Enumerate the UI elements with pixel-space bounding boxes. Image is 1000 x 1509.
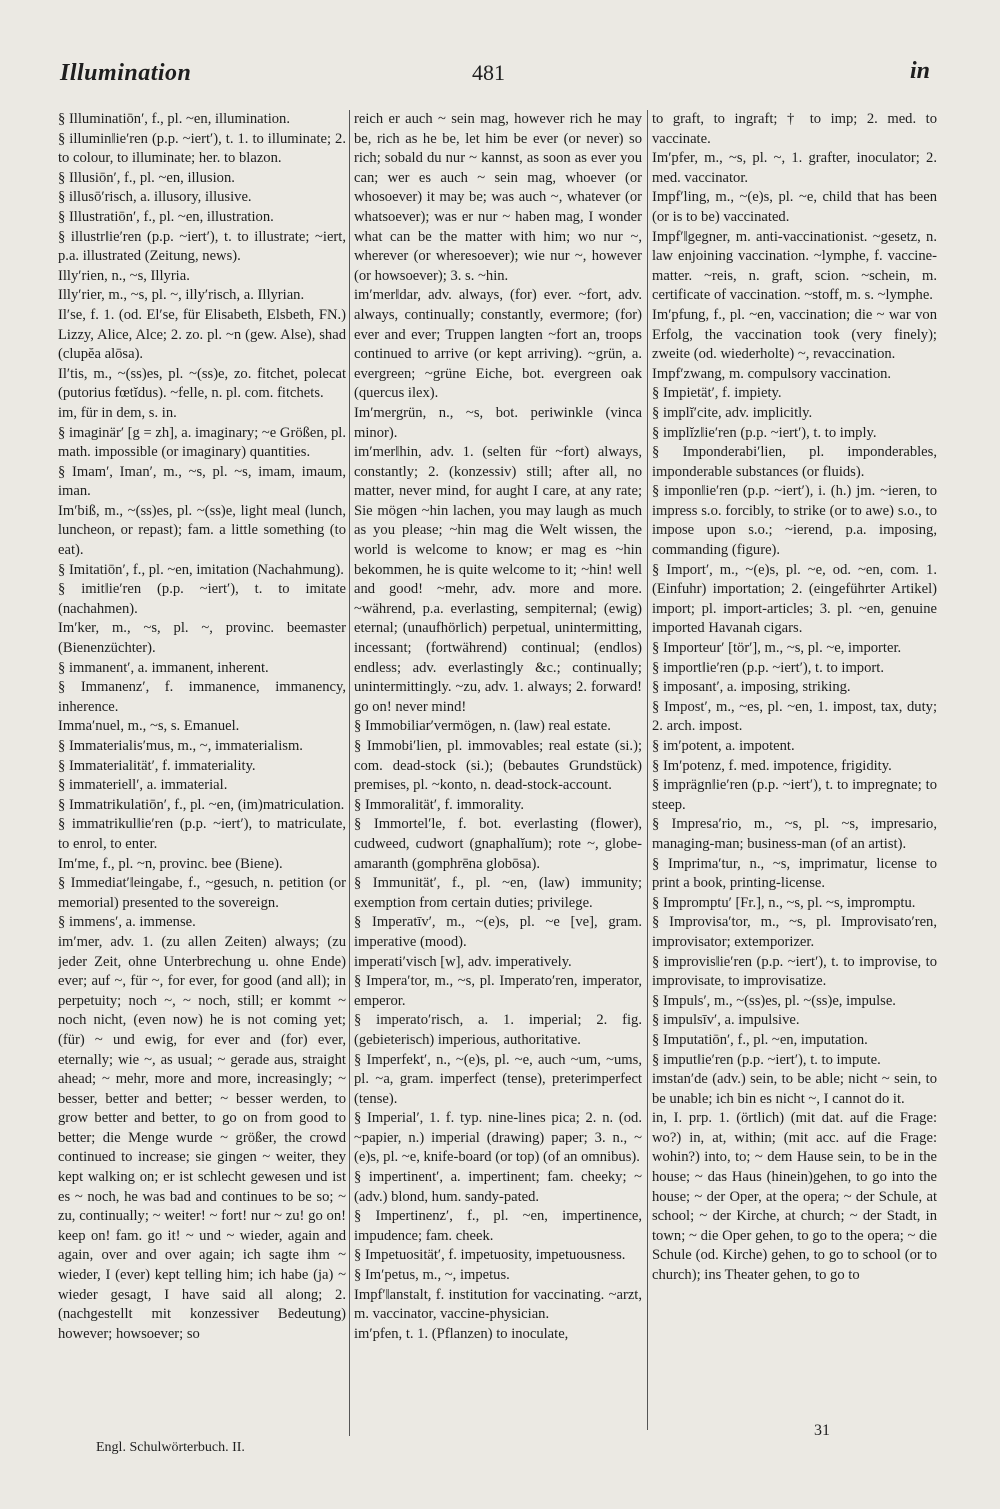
dictionary-entry: § Imperfekt′, n., ~(e)s, pl. ~e, auch ~um, ~ums, pl. ~a, gram. imperfect (tense), preterimperfect (tense). — [354, 1051, 642, 1107]
dictionary-entry: Illy′rien, n., ~s, Illyria. — [58, 267, 190, 284]
dictionary-entry: § Impuls′, m., ~(ss)es, pl. ~(ss)e, impulse. — [652, 992, 896, 1009]
dictionary-entry: § Immunität′, f., pl. ~en, (law) immunity; exemption from certain duties; privilege. — [354, 875, 642, 911]
dictionary-entry: in, I. prp. 1. (örtlich) (mit dat. auf die Frage: wo?) in, at, within; (mit acc. auf die Frage: wohin?) into, to; ~ dem Hause sein, to be in the house; ~ das Haus (hinein)gehen, to go into the house; ~ der Oper, at the opera; ~ der Schule, at school; ~ der Kirche, at church; ~ der Stadt, in town; ~ die Oper gehen, to go to the opera; ~ die Schule (od. Kirche) gehen, to go to school (or to church); ins Theater gehen, to go to — [652, 1110, 937, 1284]
dictionary-entry: § Impresa′rio, m., ~s, pl. ~s, impresario, managing-man; business-man (of an artist). — [652, 816, 937, 852]
dictionary-entry: § Immediat′‖eingabe, f., ~gesuch, n. petition (or memorial) presented to the sovereign. — [58, 875, 346, 911]
dictionary-entry: § immatrikul‖ie′ren (p.p. ~iert′), to matriculate, to enrol, to enter. — [58, 816, 346, 852]
dictionary-entry: Impf′‖gegner, m. anti-vaccinationist. ~gesetz, n. law enjoining vaccination. ~lymphe, f. vaccine-matter. ~reis, n. graft, scion. ~schein, m. certificate of vaccination. ~stoff, m. s. ~lymphe. — [652, 228, 937, 304]
dictionary-entry: § Immaterialität′, f. immateriality. — [58, 757, 256, 774]
dictionary-entry: § Illusiōn′, f., pl. ~en, illusion. — [58, 169, 235, 186]
footer-signature: Engl. Schulwörterbuch. II. — [96, 1440, 245, 1455]
dictionary-entry: § illumin‖ie′ren (p.p. ~iert′), t. 1. to illuminate; 2. to colour, to illuminate; her. to blazon. — [58, 130, 346, 167]
dictionary-entry: § immens′, a. immense. — [58, 914, 196, 931]
column-left — [58, 110, 346, 1440]
dictionary-entry: § Im′petus, m., ~, impetus. — [354, 1267, 510, 1284]
dictionary-entry: § impertinent′, a. impertinent; fam. cheeky; ~ (adv.) blond, hum. sandy-pated. — [354, 1169, 642, 1205]
dictionary-entry: § immateriell′, a. immaterial. — [58, 777, 228, 794]
dictionary-entry: § imperato′risch, a. 1. imperial; 2. fig. (gebieterisch) imperious, authoritative. — [354, 1012, 642, 1048]
dictionary-entry: § Immobiliar′vermögen, n. (law) real estate. — [354, 718, 611, 735]
dictionary-entry: im′mer‖hin, adv. 1. (selten für ~fort) always, constantly; 2. (konzessiv) still; after all, no matter, never mind, for aught I care, at any rate; Sie mögen ~hin lachen, you may laugh as much as you please; ~hin mag die Welt wissen, the world is welcome to know; er mag es ~hin bekommen, he is quite welcome to it; ~hin! well and good! ~mehr, adv. more and more. ~während, p.a. everlasting, sempiternal; (ewig) eternal; (unaufhörlich) perpetual, unintermitting, incessant; (fortwährend) continual; (endlos) endless; adv. everlastingly &c.; continually; unintermittingly. ~zu, adv. 1. always; 2. forward! go on! never mind! — [354, 444, 642, 715]
dictionary-entry: imstan′de (adv.) sein, to be able; nicht ~ sein, to be unable; ich bin es nicht ~, I cannot do it. — [652, 1071, 937, 1107]
dictionary-entry: Imma′nuel, m., ~s, s. Emanuel. — [58, 718, 240, 735]
column-middle — [354, 110, 642, 1440]
dictionary-entry: § Imam′, Iman′, m., ~s, pl. ~s, imam, imaum, iman. — [58, 463, 346, 500]
dictionary-entry: § illusō′risch, a. illusory, illusive. — [58, 189, 252, 206]
dictionary-entry: § Imperatīv′, m., ~(e)s, pl. ~e [ve], gram. imperative (mood). — [354, 914, 642, 950]
dictionary-entry: § imit‖ie′ren (p.p. ~iert′), t. to imitate (nachahmen). — [58, 581, 346, 617]
dictionary-entry: to graft, to ingraft; † to imp; 2. med. to vaccinate. — [652, 111, 937, 147]
dictionary-entry: § imprägn‖ie′ren (p.p. ~iert′), t. to impregnate; to steep. — [652, 777, 937, 813]
dictionary-entry: § Impertinenz′, f., pl. ~en, impertinence, impudence; fam. cheek. — [354, 1208, 642, 1244]
dictionary-entry: § Illustratiōn′, f., pl. ~en, illustration. — [58, 208, 274, 225]
dictionary-entry: § imput‖ie′ren (p.p. ~iert′), t. to impute. — [652, 1051, 881, 1068]
dictionary-entry: § Imitatiōn′, f., pl. ~en, imitation (Nachahmung). — [58, 561, 344, 578]
dictionary-entry: Im′biß, m., ~(ss)es, pl. ~(ss)e, light meal (lunch, luncheon, or repast); fam. a little something (to eat). — [58, 502, 346, 559]
column-divider — [349, 110, 350, 1436]
dictionary-entry: § Imponderabi′lien, pl. imponderables, imponderable substances (or fluids). — [652, 444, 937, 480]
dictionary-entry: Im′pfer, m., ~s, pl. ~, 1. grafter, inoculator; 2. med. vaccinator. — [652, 150, 937, 186]
dictionary-entry: § imposant′, a. imposing, striking. — [652, 679, 851, 696]
dictionary-entry: § Impost′, m., ~es, pl. ~en, 1. impost, tax, duty; 2. arch. impost. — [652, 698, 937, 735]
dictionary-entry: § Impera′tor, m., ~s, pl. Imperato′ren, imperator, emperor. — [354, 973, 642, 1009]
dictionary-entry: im′mer‖dar, adv. always, (for) ever. ~fort, adv. always, continually; constantly, evermore; (for) ever and ever; Truppen langten ~fort an, troops continued to arrive (or kept arriving). ~grün, a. evergreen; ~grüne Eiche, bot. evergreen oak (quercus ilex). — [354, 287, 642, 402]
running-head-right: in — [910, 58, 931, 84]
dictionary-entry: § impon‖ie′ren (p.p. ~iert′), i. (h.) jm. ~ieren, to impress s.o. forcibly, to strike (or to awe) s.o., to impose upon s.o.; ~ierend, p.a. imposing, commanding (figure). — [652, 483, 937, 559]
dictionary-entry: Impf′‖anstalt, f. institution for vaccinating. ~arzt, m. vaccinator, vaccine-physician. — [354, 1286, 642, 1323]
dictionary-entry: Im′me, f., pl. ~n, provinc. bee (Biene). — [58, 855, 283, 872]
dictionary-entry: im′mer, adv. 1. (zu allen Zeiten) always; (zu jeder Zeit, ohne Unterbrechung u. ohne Ende) ever; auf ~, für ~, for ever, for good (and all); in perpetuity; noch ~, ~ noch, still; er kommt ~ noch nicht, (even now) he is not coming yet; (für) ~ und ewig, for ever and (for) ever, eternally; wie ~, as usual; ~ gerade aus, straight ahead; ~ mehr, more and more, increasingly; ~ besser, better and better; ~ besser werden, to grow better and better, to go on from good to better; die Menge wurde ~ größer, the crowd continued to increase; sie gingen ~ weiter, they kept walking on; er ist schlecht gewesen und ist es ~ noch, he was bad and continues to be so; ~ zu, continually; ~ weiter! ~ fort! nur ~ zu! go on! keep on! fam. go it! ~ und ~ wieder, again and again, over and over again; ich sagte ihm ~ wieder, I (ever) kept telling him; ich habe (ja) ~ wieder gesagt, I have said all along; 2. (nachgestellt mit konzessiver Bedeutung) however; howsoever; so — [58, 933, 346, 1342]
dictionary-entry: im′pfen, t. 1. (Pflanzen) to inoculate, — [354, 1325, 569, 1342]
dictionary-entry: § Immobi′lien, pl. immovables; real estate (si.); com. dead-stock (si.); (bebautes Grundstück) premises, pl. ~konto, n. dead-stock-account. — [354, 738, 642, 794]
dictionary-entry: § Imputatiōn′, f., pl. ~en, imputation. — [652, 1031, 868, 1048]
running-head-left: Illumination — [60, 60, 192, 86]
dictionary-entry: § im′potent, a. impotent. — [652, 738, 795, 754]
dictionary-entry: § Immanenz′, f. immanence, immanency, inherence. — [58, 679, 346, 715]
dictionary-entry: § Immoralität′, f. immorality. — [354, 796, 525, 813]
column-divider — [647, 110, 648, 1430]
dictionary-entry: § imaginär′ [g = zh], a. imaginary; ~e Größen, pl. math. impossible (or imaginary) quantities. — [58, 424, 346, 461]
dictionary-entry: § immanent′, a. immanent, inherent. — [58, 659, 269, 676]
dictionary-entry: Im′ker, m., ~s, pl. ~, provinc. beemaster (Bienenzüchter). — [58, 620, 346, 657]
dictionary-entry: § Immortel′le, f. bot. everlasting (flower), cudweed, cudwort (gnaphalĭum); rote ~, globe-amaranth (gomphrēna globōsa). — [354, 816, 642, 872]
dictionary-entry: § improvis‖ie′ren (p.p. ~iert′), t. to improvise, to improvisate, to improvisatize. — [652, 953, 937, 990]
dictionary-entry: § Import′, m., ~(e)s, pl. ~e, od. ~en, com. 1. (Einfuhr) importation; 2. (eingeführter Artikel) import; pl. import-articles; 3. pl. ~en, genuine imported Havanah cigars. — [652, 561, 937, 637]
dictionary-entry: § Immaterialis′mus, m., ~, immaterialism. — [58, 738, 303, 754]
dictionary-entry: § Impromptu′ [Fr.], n., ~s, pl. ~s, impromptu. — [652, 894, 916, 911]
dictionary-entry: Il′se, f. 1. (od. El′se, für Elisabeth, Elsbeth, FN.) Lizzy, Alice, Alce; 2. zo. pl. ~n (gew. Alse), shad (clupĕa alōsa). — [58, 306, 346, 363]
dictionary-entry: Il′tis, m., ~(ss)es, pl. ~(ss)e, zo. fitchet, polecat (putorius fœtĭdus). ~felle, n. pl. com. fitchets. — [58, 365, 346, 402]
column-right — [652, 110, 937, 1425]
dictionary-entry: § Im′potenz, f. med. impotence, frigidity. — [652, 757, 892, 774]
dictionary-entry: § Importeur′ [tör′], m., ~s, pl. ~e, importer. — [652, 640, 902, 657]
dictionary-entry: Illy′rier, m., ~s, pl. ~, illy′risch, a. Illyrian. — [58, 287, 305, 304]
dictionary-entry: § import‖ie′ren (p.p. ~iert′), t. to import. — [652, 659, 884, 676]
dictionary-entry: § illustr‖ie′ren (p.p. ~iert′), t. to illustrate; ~iert, p.a. illustrated (Zeitung, news). — [58, 228, 346, 265]
dictionary-entry: § Imperial′, 1. f. typ. nine-lines pica; 2. n. (od. ~papier, n.) imperial (drawing) paper; 3. n., ~(e)s, pl. ~e, knife-board (or top) (of an omnibus). — [354, 1110, 642, 1166]
dictionary-entry: § Illuminatiōn′, f., pl. ~en, illumination. — [58, 111, 290, 127]
dictionary-entry: § implĭz‖ie′ren (p.p. ~iert′), t. to imply. — [652, 424, 877, 441]
dictionary-entry: § Impietät′, f. impiety. — [652, 385, 782, 402]
dictionary-entry: § Improvisa′tor, m., ~s, pl. Improvisato′ren, improvisator; extemporizer. — [652, 914, 937, 950]
dictionary-entry: Impf′zwang, m. compulsory vaccination. — [652, 365, 892, 382]
dictionary-entry: Impf′ling, m., ~(e)s, pl. ~e, child that has been (or is to be) vaccinated. — [652, 189, 937, 225]
footer-sheet-number: 31 — [814, 1422, 830, 1439]
dictionary-entry: Im′mergrün, n., ~s, bot. periwinkle (vinca minor). — [354, 404, 642, 441]
dictionary-entry: § Immatrikulatiōn′, f., pl. ~en, (im)matriculation. — [58, 796, 345, 813]
page-header — [0, 0, 1000, 100]
dictionary-entry: § Imprima′tur, n., ~s, imprimatur, license to print a book, printing-license. — [652, 855, 937, 892]
dictionary-entry: § impulsīv′, a. impulsive. — [652, 1012, 800, 1029]
dictionary-entry: § implĭ′cite, adv. implicitly. — [652, 404, 813, 421]
dictionary-entry: im, für in dem, s. in. — [58, 404, 177, 421]
page-number: 481 — [472, 60, 505, 85]
dictionary-entry: Im′pfung, f., pl. ~en, vaccination; die ~ war von Erfolg, the vaccination took (very finely); zweite (od. wiederholte) ~, revaccination. — [652, 306, 937, 363]
dictionary-entry: imperati′visch [w], adv. imperatively. — [354, 953, 572, 970]
dictionary-entry: § Impetuosität′, f. impetuosity, impetuousness. — [354, 1247, 626, 1264]
dictionary-entry: reich er auch ~ sein mag, however rich he may be, rich as he be, let him be ever (or never) so rich; sobald du nur ~ kannst, as soon as ever you can; wer es auch ~ sein mag, whoever (or whosoever) it may be; was auch ~, whatever (or whatsoever); was er nur ~ haben mag, I wonder what can be the matter with him; wo nur ~, wherever (or wheresoever); wie nur ~, however (or howsoever); 3. s. ~hin. — [354, 111, 642, 284]
